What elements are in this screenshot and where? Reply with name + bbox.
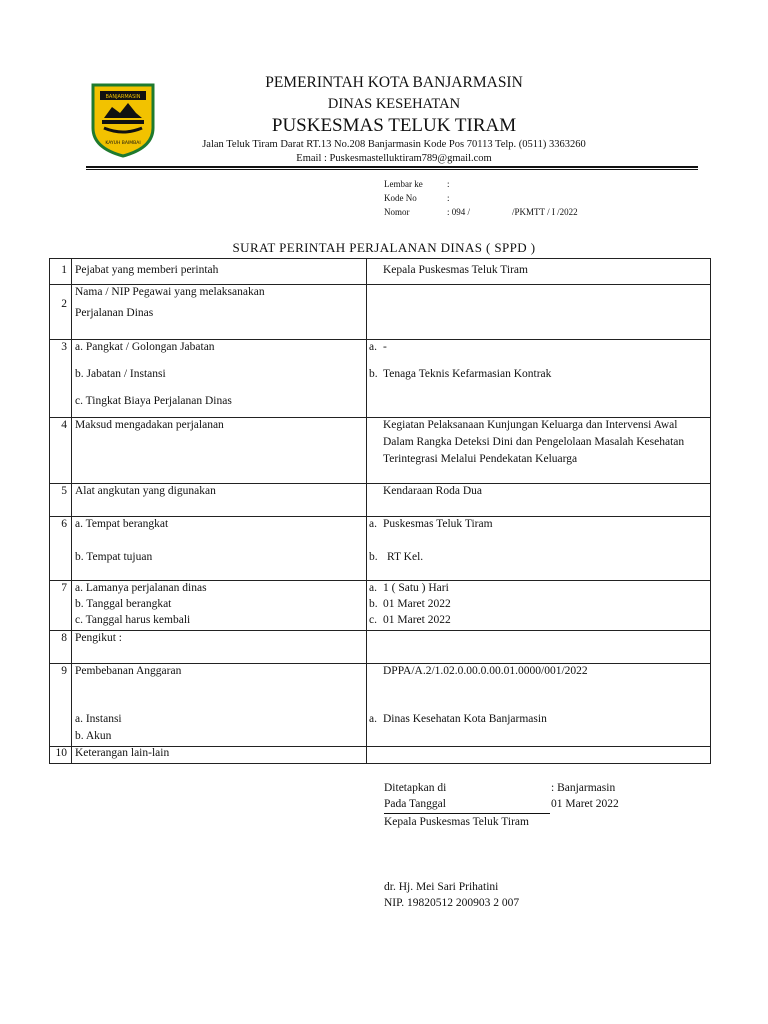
- row-number: 7: [50, 581, 72, 631]
- tanggal-label: Pada Tanggal: [384, 798, 446, 810]
- meta-lembar-label: Lembar ke: [384, 179, 423, 189]
- row-label: Pengikut :: [72, 631, 367, 664]
- tanggal-underline: [384, 813, 550, 814]
- row-number: 6: [50, 517, 72, 581]
- table-row: [50, 484, 711, 517]
- signer-nip: NIP. 19820512 200903 2 007: [384, 897, 520, 909]
- header-rule-thin: [86, 169, 698, 170]
- ditetapkan-label: Ditetapkan di: [384, 782, 447, 794]
- logo-bottom-text: KAYUH BAIMBAI: [105, 141, 141, 146]
- header-institution: PUSKESMAS TELUK TIRAM: [271, 115, 517, 136]
- table-row: [50, 517, 711, 581]
- table-row: [50, 340, 711, 418]
- document-title: SURAT PERINTAH PERJALANAN DINAS ( SPPD ): [232, 240, 536, 255]
- header-email: Email : Puskesmastelluktiram789@gmail.com: [296, 153, 492, 164]
- meta-kode-value: :: [447, 193, 450, 203]
- header-department: DINAS KESEHATAN: [327, 96, 461, 112]
- row-value: a. - b. Tenaga Teknis Kefarmasian Kontrak: [367, 340, 711, 418]
- meta-kode-label: Kode No: [384, 193, 417, 203]
- row-number: 8: [50, 631, 72, 664]
- row-number: 2: [50, 285, 72, 340]
- row-value: Kepala Puskesmas Teluk Tiram: [367, 259, 711, 285]
- row-value: [367, 631, 711, 664]
- row-label: Alat angkutan yang digunakan: [72, 484, 367, 517]
- row-value: [367, 747, 711, 764]
- row-value: Kendaraan Roda Dua: [367, 484, 711, 517]
- row-value: [367, 285, 711, 340]
- row-number: 1: [50, 259, 72, 285]
- table-row: [50, 581, 711, 631]
- row-label: a. Tempat berangkat b. Tempat tujuan: [72, 517, 367, 581]
- row-label: a. Lamanya perjalanan dinas b. Tanggal berangkat c. Tanggal harus kembali: [72, 581, 367, 631]
- meta-lembar-value: :: [447, 179, 450, 189]
- header-government: PEMERINTAH KOTA BANJARMASIN: [265, 74, 523, 91]
- logo-top-text: BANJARMASIN: [105, 94, 141, 100]
- meta-nomor-label: Nomor: [384, 207, 410, 217]
- table-row: [50, 259, 711, 285]
- row-value: a. Puskesmas Teluk Tiram b. RT Kel.: [367, 517, 711, 581]
- ditetapkan-value: : Banjarmasin: [551, 782, 616, 794]
- signer-position: Kepala Puskesmas Teluk Tiram: [384, 816, 529, 828]
- row-label: Keterangan lain-lain: [72, 747, 367, 764]
- table-row: [50, 664, 711, 747]
- meta-nomor-value: : 094 /: [447, 207, 471, 217]
- row-label: Maksud mengadakan perjalanan: [72, 418, 367, 484]
- tanggal-value: 01 Maret 2022: [551, 798, 619, 810]
- table-row: [50, 631, 711, 664]
- row-label: Pembebanan Anggaran a. Instansi b. Akun: [72, 664, 367, 747]
- sppd-table: [49, 258, 711, 764]
- table-row: [50, 747, 711, 764]
- table-row: [50, 418, 711, 484]
- row-number: 9: [50, 664, 72, 747]
- row-number: 5: [50, 484, 72, 517]
- signer-name: dr. Hj. Mei Sari Prihatini: [384, 881, 499, 893]
- table-row: [50, 285, 711, 340]
- meta-nomor-suffix: /PKMTT / I /2022: [512, 207, 578, 217]
- header-rule-thick: [86, 166, 698, 168]
- row-label: a. Pangkat / Golongan Jabatan b. Jabatan / Instansi c. Tingkat Biaya Perjalanan Dinas: [72, 340, 367, 418]
- row-number: 3: [50, 340, 72, 418]
- row-value: DPPA/A.2/1.02.0.00.0.00.01.0000/001/2022 a. Dinas Kesehatan Kota Banjarmasin: [367, 664, 711, 747]
- row-label: Nama / NIP Pegawai yang melaksanakan Perjalanan Dinas: [72, 285, 367, 340]
- row-value: Kegiatan Pelaksanaan Kunjungan Keluarga dan Intervensi Awal Dalam Rangka Deteksi Dini dan Pengelolaan Masalah Kesehatan Terintegrasi Melalui Pendekatan Keluarga: [367, 418, 711, 484]
- header-address: Jalan Teluk Tiram Darat RT.13 No.208 Banjarmasin Kode Pos 70113 Telp. (0511) 3363260: [202, 139, 586, 150]
- row-label: Pejabat yang memberi perintah: [72, 259, 367, 285]
- row-value: a. 1 ( Satu ) Hari b. 01 Maret 2022 c. 01 Maret 2022: [367, 581, 711, 631]
- row-number: 4: [50, 418, 72, 484]
- row-number: 10: [50, 747, 72, 764]
